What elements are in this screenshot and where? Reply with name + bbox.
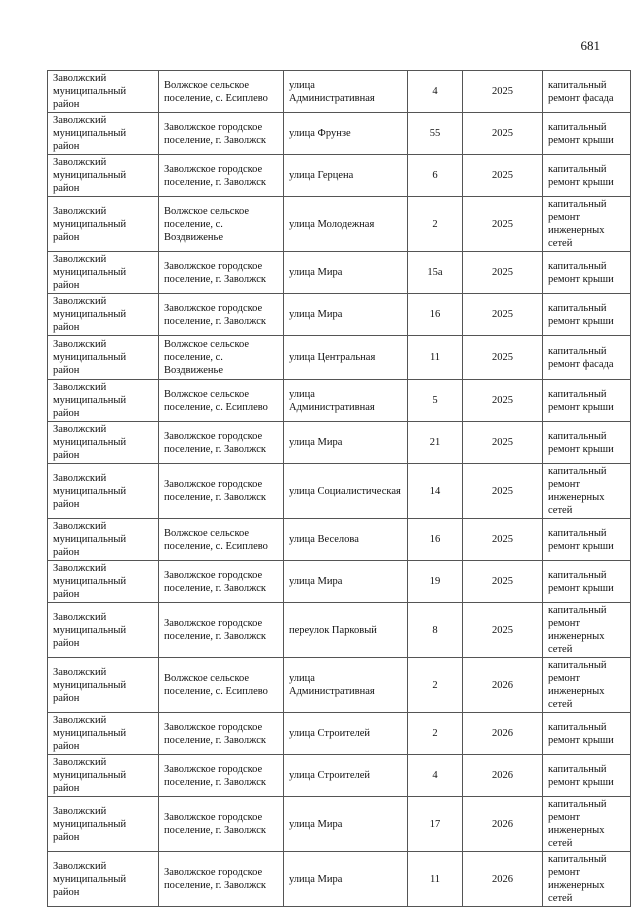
table-row xyxy=(48,197,631,252)
table-row xyxy=(48,422,631,464)
settlement-cell: Заволжское городское поселение, г. Заволжск xyxy=(159,797,284,852)
street-cell: улица Мира xyxy=(284,852,408,907)
house-number-cell: 16 xyxy=(408,519,463,561)
year-cell: 2026 xyxy=(463,797,543,852)
district-cell: Заволжский муниципальный район xyxy=(48,713,159,755)
year-cell: 2026 xyxy=(463,658,543,713)
street-cell: улица Административная xyxy=(284,658,408,713)
settlement-cell: Заволжское городское поселение, г. Заволжск xyxy=(159,852,284,907)
house-number-cell: 16 xyxy=(408,294,463,336)
table-row xyxy=(48,658,631,713)
district-cell: Заволжский муниципальный район xyxy=(48,113,159,155)
settlement-cell: Заволжское городское поселение, г. Заволжск xyxy=(159,755,284,797)
street-cell: улица Административная xyxy=(284,380,408,422)
year-cell: 2026 xyxy=(463,713,543,755)
district-cell: Заволжский муниципальный район xyxy=(48,561,159,603)
district-cell: Заволжский муниципальный район xyxy=(48,797,159,852)
house-number-cell: 4 xyxy=(408,755,463,797)
table-row xyxy=(48,294,631,336)
table-row xyxy=(48,797,631,852)
street-cell: улица Мира xyxy=(284,294,408,336)
settlement-cell: Заволжское городское поселение, г. Заволжск xyxy=(159,713,284,755)
table-row xyxy=(48,603,631,658)
work-type-cell: капитальный ремонт инженерных сетей xyxy=(543,852,631,907)
work-type-cell: капитальный ремонт крыши xyxy=(543,294,631,336)
house-number-cell: 15а xyxy=(408,252,463,294)
year-cell: 2025 xyxy=(463,422,543,464)
street-cell: улица Строителей xyxy=(284,713,408,755)
year-cell: 2025 xyxy=(463,519,543,561)
district-cell: Заволжский муниципальный район xyxy=(48,852,159,907)
street-cell: улица Строителей xyxy=(284,755,408,797)
work-type-cell: капитальный ремонт инженерных сетей xyxy=(543,603,631,658)
settlement-cell: Волжское сельское поселение, с. Есиплево xyxy=(159,380,284,422)
district-cell: Заволжский муниципальный район xyxy=(48,336,159,380)
work-type-cell: капитальный ремонт фасада xyxy=(543,336,631,380)
district-cell: Заволжский муниципальный район xyxy=(48,755,159,797)
year-cell: 2025 xyxy=(463,603,543,658)
work-type-cell: капитальный ремонт фасада xyxy=(543,71,631,113)
year-cell: 2026 xyxy=(463,852,543,907)
settlement-cell: Волжское сельское поселение, с. Есиплево xyxy=(159,71,284,113)
district-cell: Заволжский муниципальный район xyxy=(48,380,159,422)
table-row xyxy=(48,755,631,797)
street-cell: улица Мира xyxy=(284,252,408,294)
work-type-cell: капитальный ремонт крыши xyxy=(543,713,631,755)
settlement-cell: Заволжское городское поселение, г. Заволжск xyxy=(159,422,284,464)
table-row xyxy=(48,852,631,907)
house-number-cell: 11 xyxy=(408,852,463,907)
house-number-cell: 2 xyxy=(408,197,463,252)
table-row xyxy=(48,464,631,519)
table-row xyxy=(48,113,631,155)
work-type-cell: капитальный ремонт крыши xyxy=(543,155,631,197)
house-number-cell: 4 xyxy=(408,71,463,113)
year-cell: 2025 xyxy=(463,252,543,294)
year-cell: 2025 xyxy=(463,336,543,380)
street-cell: улица Мира xyxy=(284,561,408,603)
district-cell: Заволжский муниципальный район xyxy=(48,658,159,713)
settlement-cell: Волжское сельское поселение, с. Воздвиженье xyxy=(159,197,284,252)
work-type-cell: капитальный ремонт крыши xyxy=(543,252,631,294)
district-cell: Заволжский муниципальный район xyxy=(48,603,159,658)
work-type-cell: капитальный ремонт инженерных сетей xyxy=(543,797,631,852)
settlement-cell: Заволжское городское поселение, г. Заволжск xyxy=(159,252,284,294)
settlement-cell: Заволжское городское поселение, г. Заволжск xyxy=(159,603,284,658)
table-row xyxy=(48,519,631,561)
settlement-cell: Заволжское городское поселение, г. Заволжск xyxy=(159,155,284,197)
house-number-cell: 21 xyxy=(408,422,463,464)
district-cell: Заволжский муниципальный район xyxy=(48,71,159,113)
district-cell: Заволжский муниципальный район xyxy=(48,422,159,464)
street-cell: улица Административная xyxy=(284,71,408,113)
house-number-cell: 17 xyxy=(408,797,463,852)
house-number-cell: 11 xyxy=(408,336,463,380)
year-cell: 2026 xyxy=(463,755,543,797)
house-number-cell: 2 xyxy=(408,658,463,713)
table-row xyxy=(48,155,631,197)
table-row xyxy=(48,561,631,603)
street-cell: улица Фрунзе xyxy=(284,113,408,155)
house-number-cell: 19 xyxy=(408,561,463,603)
house-number-cell: 5 xyxy=(408,380,463,422)
year-cell: 2025 xyxy=(463,71,543,113)
table-row xyxy=(48,71,631,113)
table-row xyxy=(48,713,631,755)
settlement-cell: Заволжское городское поселение, г. Заволжск xyxy=(159,561,284,603)
district-cell: Заволжский муниципальный район xyxy=(48,155,159,197)
street-cell: улица Мира xyxy=(284,422,408,464)
year-cell: 2025 xyxy=(463,155,543,197)
street-cell: улица Мира xyxy=(284,797,408,852)
settlement-cell: Заволжское городское поселение, г. Заволжск xyxy=(159,294,284,336)
settlement-cell: Заволжское городское поселение, г. Заволжск xyxy=(159,113,284,155)
street-cell: улица Веселова xyxy=(284,519,408,561)
page-number: 681 xyxy=(580,38,600,53)
work-type-cell: капитальный ремонт крыши xyxy=(543,561,631,603)
street-cell: переулок Парковый xyxy=(284,603,408,658)
street-cell: улица Молодежная xyxy=(284,197,408,252)
house-number-cell: 8 xyxy=(408,603,463,658)
settlement-cell: Волжское сельское поселение, с. Воздвиженье xyxy=(159,336,284,380)
house-number-cell: 6 xyxy=(408,155,463,197)
district-cell: Заволжский муниципальный район xyxy=(48,294,159,336)
work-type-cell: капитальный ремонт крыши xyxy=(543,519,631,561)
house-number-cell: 14 xyxy=(408,464,463,519)
year-cell: 2025 xyxy=(463,464,543,519)
year-cell: 2025 xyxy=(463,380,543,422)
work-type-cell: капитальный ремонт инженерных сетей xyxy=(543,464,631,519)
work-type-cell: капитальный ремонт крыши xyxy=(543,755,631,797)
street-cell: улица Социалистическая xyxy=(284,464,408,519)
district-cell: Заволжский муниципальный район xyxy=(48,252,159,294)
work-type-cell: капитальный ремонт крыши xyxy=(543,380,631,422)
settlement-cell: Волжское сельское поселение, с. Есиплево xyxy=(159,658,284,713)
table-row xyxy=(48,252,631,294)
year-cell: 2025 xyxy=(463,113,543,155)
work-type-cell: капитальный ремонт инженерных сетей xyxy=(543,197,631,252)
district-cell: Заволжский муниципальный район xyxy=(48,464,159,519)
work-type-cell: капитальный ремонт инженерных сетей xyxy=(543,658,631,713)
year-cell: 2025 xyxy=(463,561,543,603)
district-cell: Заволжский муниципальный район xyxy=(48,519,159,561)
house-number-cell: 2 xyxy=(408,713,463,755)
repair-schedule-table xyxy=(47,70,631,907)
year-cell: 2025 xyxy=(463,197,543,252)
street-cell: улица Центральная xyxy=(284,336,408,380)
table-row xyxy=(48,336,631,380)
work-type-cell: капитальный ремонт крыши xyxy=(543,422,631,464)
year-cell: 2025 xyxy=(463,294,543,336)
street-cell: улица Герцена xyxy=(284,155,408,197)
work-type-cell: капитальный ремонт крыши xyxy=(543,113,631,155)
table-row xyxy=(48,380,631,422)
settlement-cell: Волжское сельское поселение, с. Есиплево xyxy=(159,519,284,561)
district-cell: Заволжский муниципальный район xyxy=(48,197,159,252)
house-number-cell: 55 xyxy=(408,113,463,155)
settlement-cell: Заволжское городское поселение, г. Заволжск xyxy=(159,464,284,519)
